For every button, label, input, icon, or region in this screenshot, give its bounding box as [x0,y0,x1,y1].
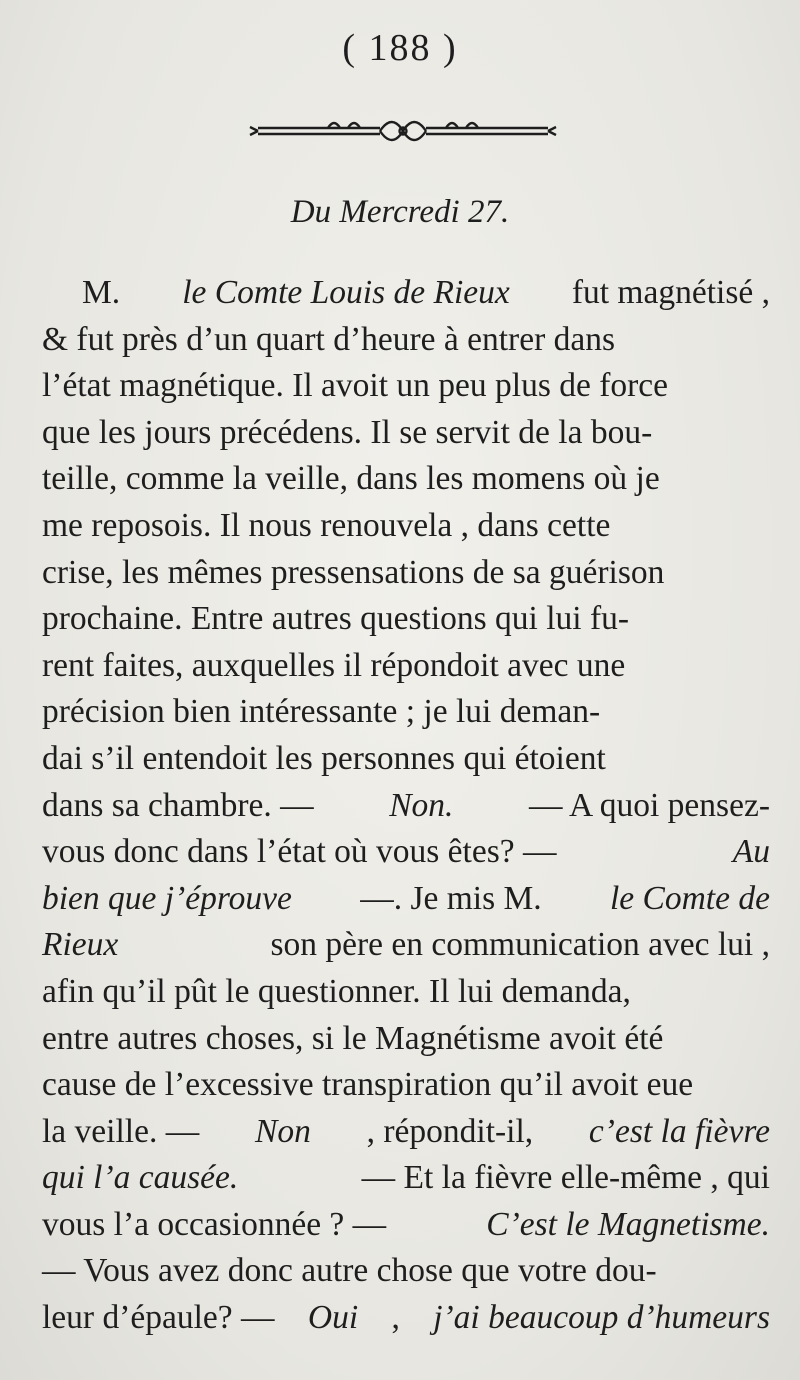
text-segment: — A quoi pensez- [529,786,770,824]
text-segment: teille, comme la veille, dans les momens où je [42,460,660,498]
text-line [42,969,770,1016]
text-line [42,596,770,643]
text-segment: afin qu’il pût le questionner. Il lui demanda, [42,972,631,1010]
text-segment: le Comte de [609,879,770,917]
text-segment: fut magnétisé , [571,274,770,311]
text-segment: que les jours précédens. Il se servit de la bou- [42,413,653,451]
text-segment: dai s’il entendoit les personnes qui étoient [42,739,606,777]
text-segment: entre autres choses, si le Magnétisme avoit été [42,1019,664,1057]
text-line [42,550,770,597]
text-line [42,1155,770,1202]
text-line [42,317,770,364]
text-segment: Oui [307,1299,359,1337]
decorative-fleuron-rule [248,110,558,150]
text-segment: le Comte Louis de Rieux [182,274,510,311]
text-segment: — Vous avez donc autre chose que votre dou- [42,1252,657,1290]
text-segment: , [391,1299,400,1337]
text-segment: me reposois. Il nous renouvela , dans cette [42,506,611,544]
text-line [42,1062,770,1109]
text-segment: vous donc dans l’état où vous êtes? — [42,833,557,871]
text-segment: , répondit-il, [366,1112,534,1150]
text-segment: vous l’a occasionnée ? — [42,1205,387,1243]
text-line [42,736,770,783]
body-text [42,270,770,1342]
text-segment: leur d’épaule? — [42,1299,275,1337]
text-line [42,829,770,876]
text-line [42,643,770,690]
text-segment: l’état magnétique. Il avoit un peu plus de force [42,367,669,405]
text-segment: c’est la fièvre [588,1112,770,1150]
text-line [42,410,770,457]
text-line [42,1248,770,1295]
page-number: ( 188 ) [342,27,458,69]
text-line [42,922,770,969]
text-line [42,503,770,550]
text-segment: précision bien intéressante ; je lui deman- [42,693,601,731]
text-line [42,1295,770,1342]
text-segment: Au [732,833,770,871]
text-segment: rent faites, auxquelles il répondoit avec une [42,646,626,684]
text-segment: j’ai beaucoup d’humeurs [433,1299,770,1337]
text-segment: la veille. — [42,1112,200,1150]
text-line [42,1109,770,1156]
text-segment: dans sa chambre. — [42,786,314,824]
text-segment: qui l’a causée. [42,1159,239,1197]
text-segment: son père en communication avec lui , [270,926,770,964]
text-segment: cause de l’excessive transpiration qu’il avoit eue [42,1066,694,1104]
text-segment: Non [254,1112,311,1150]
text-line [42,363,770,410]
section-heading: Du Mercredi 27. [290,194,510,230]
text-line [42,783,770,830]
text-segment: M. [82,274,121,311]
text-line [42,876,770,923]
text-line [42,1016,770,1063]
text-segment: Non. [389,786,454,824]
text-segment: crise, les mêmes pressensations de sa guérison [42,553,665,591]
text-segment: prochaine. Entre autres questions qui lui fu- [42,600,630,638]
text-line [42,270,770,317]
text-line [42,1202,770,1249]
text-segment: —. Je mis M. [360,879,542,917]
text-line [42,689,770,736]
text-segment: bien que j’éprouve [42,879,292,917]
text-segment: — Et la fièvre elle-même , qui [361,1159,770,1197]
text-line [42,456,770,503]
text-segment: & fut près d’un quart d’heure à entrer dans [42,320,616,358]
text-segment: Rieux [42,926,119,964]
text-segment: C’est le Magnetisme. [486,1205,770,1243]
